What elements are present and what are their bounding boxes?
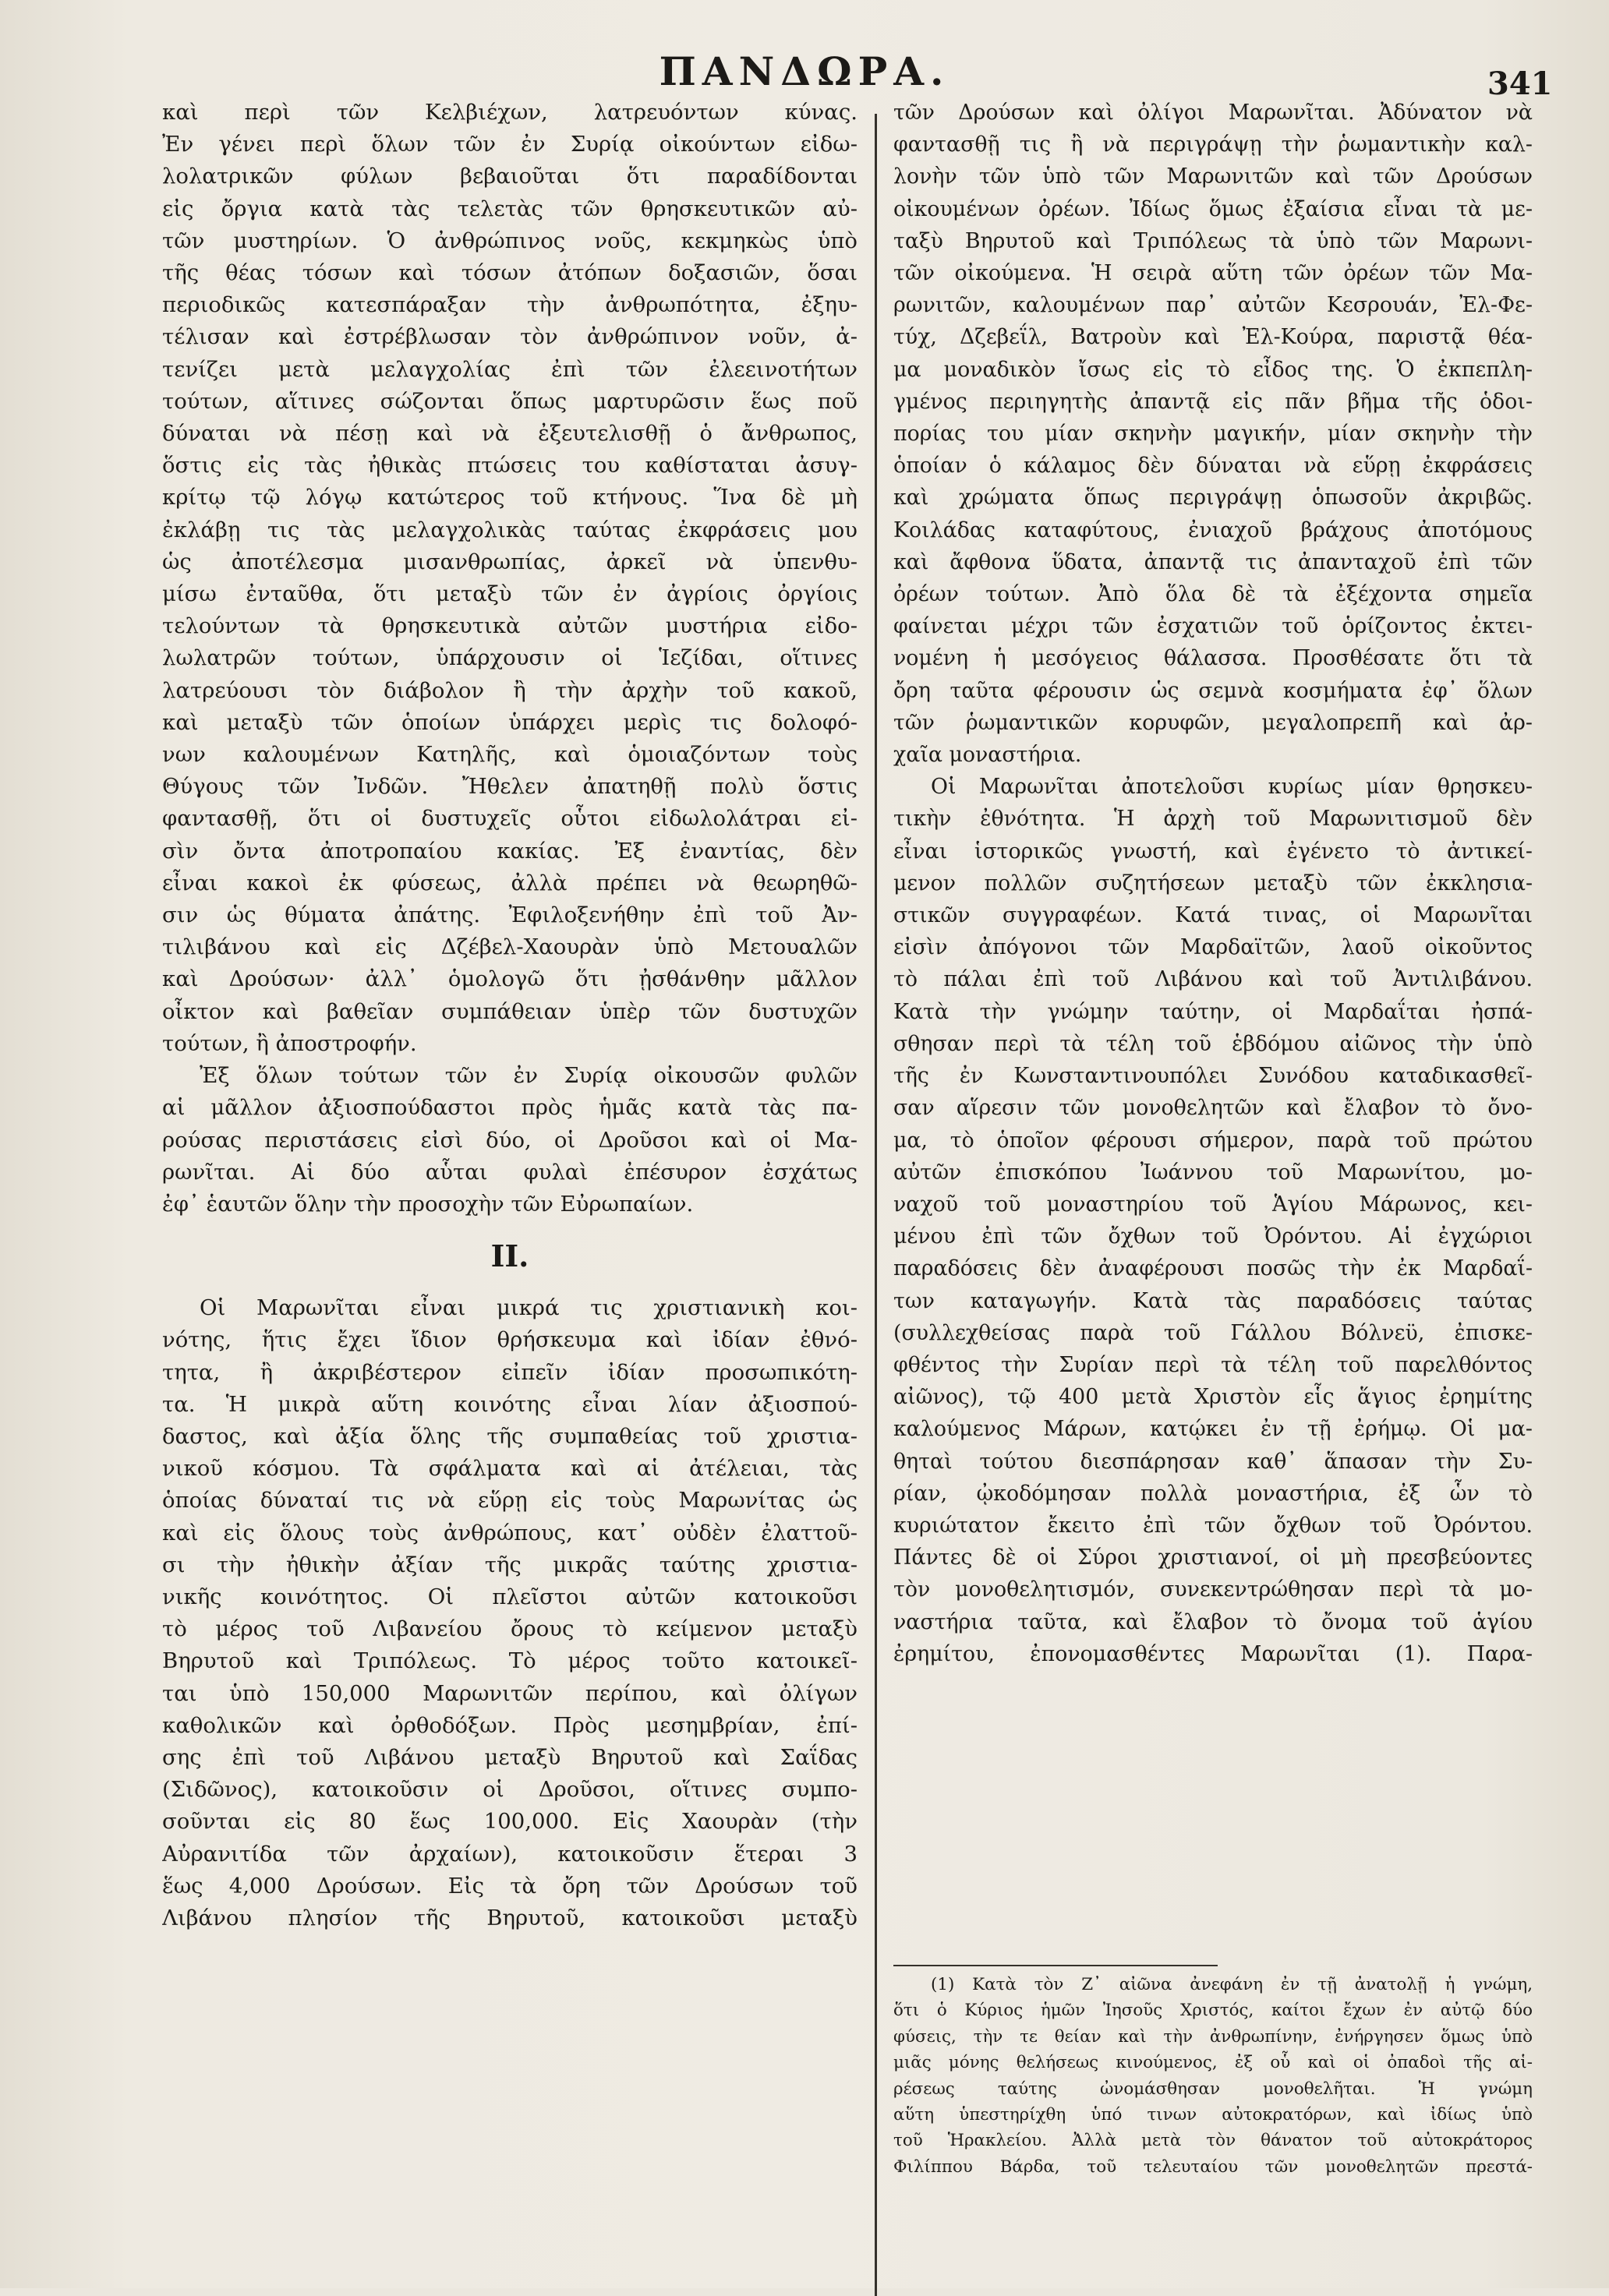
text-line: νικῆς κοινότητος. Οἱ πλεῖστοι αὐτῶν κατοικοῦσι xyxy=(162,1584,858,1609)
text-line: νομένη ἡ μεσόγειος θάλασσα. Προσθέσατε ὅτι τὰ xyxy=(893,646,1533,671)
text-line: ρίαν, ᾠκοδόμησαν πολλὰ μοναστήρια, ἐξ ὧν τὸ xyxy=(893,1481,1533,1506)
text-line: ἐκλάβῃ τις τὰς μελαγχολικὰς ταύτας ἐκφράσεις μου xyxy=(162,517,858,542)
text-line: φθέντος τὴν Συρίαν περὶ τὰ τέλη τοῦ παρελθόντος xyxy=(893,1352,1533,1377)
text-line: ὀρέων τούτων. Ἀπὸ ὅλα δὲ τὰ ἐξέχοντα σημεῖα xyxy=(893,582,1533,607)
text-line: Κατὰ τὴν γνώμην ταύτην, οἱ Μαρδαΐται ἠσπά- xyxy=(893,999,1533,1024)
text-line: μένου ἐπὶ τῶν ὄχθων τοῦ Ὀρόντου. Αἱ ἐγχώριοι xyxy=(893,1224,1533,1249)
text-line: καὶ περὶ τῶν Κελβιέχων, λατρευόντων κύνας. xyxy=(162,100,858,125)
text-line: καὶ μεταξὺ τῶν ὁποίων ὑπάρχει μερὶς τις δολοφό- xyxy=(162,709,858,735)
text-line: Οἱ Μαρωνῖται εἶναι μικρά τις χριστιανικὴ κοι- xyxy=(200,1295,858,1321)
text-line: χαῖα μοναστήρια. xyxy=(893,743,1082,768)
text-line: τὸ μέρος τοῦ Λιβανείου ὄρους τὸ κείμενον μεταξὺ xyxy=(162,1616,858,1642)
text-line: Θύγους τῶν Ἰνδῶν. Ἤθελεν ἀπατηθῇ πολὺ ὅστις xyxy=(162,774,858,800)
text-line: καθολικῶν καὶ ὀρθοδόξων. Πρὸς μεσημβρίαν, ἐπί- xyxy=(162,1712,858,1738)
text-line: καὶ Δρούσων· ἀλλ᾽ ὁμολογῶ ὅτι ᾐσθάνθην μᾶλλον xyxy=(162,966,858,992)
text-line: μιᾶς μόνης θελήσεως κινούμενος, ἐξ οὗ καὶ οἱ ὀπαδοὶ τῆς αἱ- xyxy=(893,2053,1533,2073)
text-line: λατρεύουσι τὸν διάβολον ἢ τὴν ἀρχὴν τοῦ κακοῦ, xyxy=(162,677,858,703)
text-line: γμένος περιηγητὴς ἀπαντᾷ εἰς πᾶν βῆμα τῆς ὁδοι- xyxy=(893,389,1533,414)
text-line: μα μοναδικὸν ἴσως εἰς τὸ εἶδος της. Ὁ ἐκπεπλη- xyxy=(893,357,1533,382)
left-paragraph-3 xyxy=(162,1292,858,1934)
page-number: 341 xyxy=(1487,65,1553,102)
text-line: Ἐν γένει περὶ ὅλων τῶν ἐν Συρίᾳ οἰκούντων εἰδω- xyxy=(162,132,858,157)
text-line: στικῶν συγγραφέων. Κατά τινας, οἱ Μαρωνῖται xyxy=(893,903,1533,928)
text-line: τῆς ἐν Κωνσταντινουπόλει Συνόδου καταδικασθεῖ- xyxy=(893,1064,1533,1089)
text-line: περιοδικῶς κατεσπάραξαν τὴν ἀνθρωπότητα, ἐξηυ- xyxy=(162,292,858,318)
text-line: τοῦ Ἡρακλείου. Ἀλλὰ μετὰ τὸν θάνατον τοῦ αὐτοκράτορος xyxy=(893,2131,1533,2151)
text-line: φαντασθῇ, ὅτι οἱ δυστυχεῖς οὗτοι εἰδωλολάτραι εἰ- xyxy=(162,806,858,832)
text-line: λωλατρῶν τούτων, ὑπάρχουσιν οἱ Ἱεζίδαι, οἵτινες xyxy=(162,645,858,671)
text-line: φύσεις, τὴν τε θείαν καὶ τὴν ἀνθρωπίνην, ἐνήργησεν ὅμως ὑπὸ xyxy=(893,2026,1533,2047)
text-line: αὐτῶν ἐπισκόπου Ἰωάννου τοῦ Μαρωνίτου, μο- xyxy=(893,1160,1533,1185)
text-line: ρωνιτῶν, καλουμένων παρ᾽ αὐτῶν Κεσρουάν, Ἐλ-Φε- xyxy=(893,293,1533,318)
text-line: σοῦνται εἰς 80 ἕως 100,000. Εἰς Χαουρὰν (τὴν xyxy=(162,1809,858,1835)
text-line: τητα, ἢ ἀκριβέστερον εἰπεῖν ἰδίαν προσωπικότη- xyxy=(162,1359,858,1385)
text-line: ταξὺ Βηρυτοῦ καὶ Τριπόλεως τὰ ὑπὸ τῶν Μαρωνι- xyxy=(893,228,1533,253)
text-line: Κοιλάδας καταφύτους, ἐνιαχοῦ βράχους ἀποτόμους xyxy=(893,517,1533,542)
text-line: νικοῦ κόσμου. Τὰ σφάλματα καὶ αἱ ἀτέλειαι, τὰς xyxy=(162,1456,858,1482)
text-line: τικὴν ἐθνότητα. Ἡ ἀρχὴ τοῦ Μαρωνιτισμοῦ δὲν xyxy=(893,807,1533,832)
right-column xyxy=(893,97,1533,1670)
left-paragraph-2 xyxy=(162,1060,858,1220)
text-line: ἐφ᾽ ἑαυτῶν ὅλην τὴν προσοχὴν τῶν Εὐρωπαίων. xyxy=(162,1191,694,1217)
text-line: τῶν μυστηρίων. Ὁ ἀνθρώπινος νοῦς, κεκμηκὼς ὑπὸ xyxy=(162,228,858,253)
text-line: τιλιβάνου καὶ εἰς Δζέβελ-Χαουρὰν ὑπὸ Μετουαλῶν xyxy=(162,934,858,960)
text-line: νότης, ἥτις ἔχει ἴδιον θρήσκευμα καὶ ἰδίαν ἐθνό- xyxy=(162,1327,858,1353)
text-line: τα. Ἡ μικρὰ αὕτη κοινότης εἶναι λίαν ἀξιοσπού- xyxy=(162,1391,858,1417)
text-line: μίσω ἐνταῦθα, ὅτι μεταξὺ τῶν ἐν ἀγρίοις ὀργίοις xyxy=(162,581,858,607)
section-heading: II. xyxy=(490,1238,529,1274)
text-line: ρούσας περιστάσεις εἰσὶ δύο, οἱ Δροῦσοι καὶ οἱ Μα- xyxy=(162,1127,858,1153)
text-line: καὶ ἄφθονα ὕδατα, ἀπαντᾷ τις ἀπανταχοῦ ἐπὶ τῶν xyxy=(893,549,1533,574)
text-line: μενον πολλῶν συζητήσεων μεταξὺ τῶν ἐκκλησια- xyxy=(893,871,1533,895)
text-line: φαντασθῇ τις ἢ νὰ περιγράψῃ τὴν ῥωμαντικὴν καλ- xyxy=(893,132,1533,157)
text-line: Βηρυτοῦ καὶ Τριπόλεως. Τὸ μέρος τοῦτο κατοικεῖ- xyxy=(162,1648,858,1674)
text-line: Πάντες δὲ οἱ Σύροι χριστιανοί, οἱ μὴ πρεσβεύοντες xyxy=(893,1545,1533,1570)
text-line: οἶκτον καὶ βαθεῖαν συμπάθειαν ὑπὲρ τῶν δυστυχῶν xyxy=(162,998,858,1024)
text-line: τέλισαν καὶ ἐστρέβλωσαν τὸν ἀνθρώπινον νοῦν, ἀ- xyxy=(162,324,858,350)
text-line: πορίας του μίαν σκηνὴν μαγικήν, μίαν σκηνὴν τὴν xyxy=(893,422,1533,447)
text-line: ρέσεως ταύτης ὠνομάσθησαν μονοθελῆται. Ἡ γνώμη xyxy=(893,2079,1533,2099)
text-line: αἰῶνος), τῷ 400 μετὰ Χριστὸν εἷς ἅγιος ἐρημίτης xyxy=(893,1385,1533,1410)
text-line: τελούντων τὰ θρησκευτικὰ αὐτῶν μυστήρια εἰδο- xyxy=(162,613,858,639)
text-line: εἰσὶν ἀπόγονοι τῶν Μαρδαϊτῶν, λαοῦ οἰκοῦντος xyxy=(893,935,1533,960)
text-line: (συλλεχθείσας παρὰ τοῦ Γάλλου Βόλνεϋ, ἐπισκε- xyxy=(893,1320,1533,1345)
text-line: Αὐρανιτίδα τῶν ἀρχαίων), κατοικοῦσιν ἕτεραι 3 xyxy=(162,1841,858,1867)
text-line: τῆς θέας τόσων καὶ τόσων ἀτόπων δοξασιῶν, ὅσαι xyxy=(162,260,858,286)
text-line: σαν αἵρεσιν τῶν μονοθελητῶν καὶ ἔλαβον τὸ ὄνο- xyxy=(893,1096,1533,1121)
text-line: κυριώτατον ἔκειτο ἐπὶ τῶν ὄχθων τοῦ Ὀρόντου. xyxy=(893,1513,1533,1538)
right-paragraph-2 xyxy=(893,771,1533,1670)
text-line: τῶν Δρούσων καὶ ὀλίγοι Μαρωνῖται. Ἀδύνατον νὰ xyxy=(893,101,1533,125)
text-line: ὁποίαν ὁ κάλαμος δὲν δύναται νὰ εὕρῃ ἐκφράσεις xyxy=(893,454,1533,479)
text-line: οἰκουμένων ὀρέων. Ἰδίως ὅμως ἐξαίσια εἶναι τὰ με- xyxy=(893,196,1533,221)
text-line: λονὴν τῶν ὑπὸ τῶν Μαρωνιτῶν καὶ τῶν Δρούσων xyxy=(893,164,1533,189)
text-line: Λιβάνου πλησίον τῆς Βηρυτοῦ, κατοικοῦσι μεταξὺ xyxy=(162,1905,858,1930)
text-line: ναχοῦ τοῦ μοναστηρίου τοῦ Ἁγίου Μάρωνος, κει- xyxy=(893,1192,1533,1217)
text-line: Οἱ Μαρωνῖται ἀποτελοῦσι κυρίως μίαν θρησκευ- xyxy=(931,775,1533,800)
running-title: ΠΑΝΔΩΡΑ. xyxy=(659,48,950,94)
text-line: ναστήρια ταῦτα, καὶ ἔλαβον τὸ ὄνομα τοῦ ἁγίου xyxy=(893,1609,1533,1634)
text-line: μα, τὸ ὁποῖον φέρουσι σήμερον, παρὰ τοῦ πρώτου xyxy=(893,1128,1533,1153)
text-line: ὁποίας δύναταί τις νὰ εὕρῃ εἰς τοὺς Μαρωνίτας ὡς xyxy=(162,1488,858,1514)
text-line: εἰς ὄργια κατὰ τὰς τελετὰς τῶν θρησκευτικῶν αὐ- xyxy=(162,196,858,221)
right-paragraph-1 xyxy=(893,97,1533,771)
text-line: των καταγωγήν. Κατὰ τὰς παραδόσεις ταύτας xyxy=(893,1288,1533,1313)
text-line: τῶν ῥωμαντικῶν κορυφῶν, μεγαλοπρεπῆ καὶ ἀρ- xyxy=(893,710,1533,735)
text-line: ὅστις εἰς τὰς ἠθικὰς πτώσεις του καθίσταται ἀσυγ- xyxy=(162,453,858,479)
text-line: Φιλίππου Βάρδα, τοῦ τελευταίου τῶν μονοθελητῶν πρεστά- xyxy=(893,2156,1533,2177)
text-line: παραδόσεις δὲν ἀναφέρουσι ποσῶς τὴν ἐκ Μαρδαΐ- xyxy=(893,1256,1533,1281)
text-line: τούτων, αἵτινες σώζονται ὅπως μαρτυρῶσιν ἕως ποῦ xyxy=(162,388,858,414)
text-line: ὅτι ὁ Κύριος ἡμῶν Ἰησοῦς Χριστός, καίτοι ἔχων ἐν αὐτῷ δύο xyxy=(893,2001,1533,2021)
text-line: νων καλουμένων Κατηλῆς, καὶ ὁμοιαζόντων τοὺς xyxy=(162,742,858,768)
text-line: εἶναι κακοὶ ἐκ φύσεως, ἀλλὰ πρέπει νὰ θεωρηθῶ- xyxy=(162,870,858,895)
text-line: τὸ πάλαι ἐπὶ τοῦ Λιβάνου καὶ τοῦ Ἀντιλιβάνου. xyxy=(893,967,1533,992)
text-line: (1) Κατὰ τὸν Ζ᾽ αἰῶνα ἀνεφάνη ἐν τῇ ἀνατολῇ ἡ γνώμη, xyxy=(931,1975,1533,1994)
text-line: ὡς ἀποτέλεσμα μισανθρωπίας, ἀρκεῖ νὰ ὑπενθυ- xyxy=(162,549,858,574)
text-line: τῶν οἰκούμενα. Ἡ σειρὰ αὕτη τῶν ὀρέων τῶν Μα- xyxy=(893,261,1533,286)
text-line: κρίτῳ τῷ λόγῳ κατώτερος τοῦ κτήνους. Ἵνα δὲ μὴ xyxy=(162,485,858,510)
text-line: φαίνεται μέχρι τῶν ἐσχατιῶν τοῦ ὁρίζοντος ἐκτει- xyxy=(893,614,1533,639)
text-line: Ἐξ ὅλων τούτων τῶν ἐν Συρίᾳ οἰκουσῶν φυλῶν xyxy=(200,1063,858,1089)
text-line: καλούμενος Μάρων, κατῴκει ἐν τῇ ἐρήμῳ. Οἱ μα- xyxy=(893,1417,1533,1442)
text-line: τύχ, Δζεβεΐλ, Βατροὺν καὶ Ἐλ-Κούρα, παριστᾷ θέα- xyxy=(893,325,1533,350)
text-line: τενίζει μετὰ μελαγχολίας ἐπὶ τῶν ἐλεεινοτήτων xyxy=(162,356,858,382)
text-line: δαστος, καὶ ἀξία ὅλης τῆς συμπαθείας τοῦ χριστια- xyxy=(162,1423,858,1449)
text-line: καὶ χρώματα ὅπως περιγράψῃ ὁπωσοῦν ἀκριβῶς. xyxy=(893,486,1533,510)
footnote-rule xyxy=(893,1965,1218,1966)
text-line: αἱ μᾶλλον ἀξιοσπούδαστοι πρὸς ἡμᾶς κατὰ τὰς πα- xyxy=(162,1095,858,1121)
text-line: τούτων, ἢ ἀποστροφήν. xyxy=(162,1030,417,1056)
text-line: σὶν ὄντα ἀποτροπαίου κακίας. Ἐξ ἐναντίας, δὲν xyxy=(162,838,858,864)
footnote xyxy=(893,1972,1533,2180)
text-line: θηταὶ τούτου διεσπάρησαν καθ᾽ ἅπασαν τὴν Συ- xyxy=(893,1449,1533,1474)
left-paragraph-1 xyxy=(162,97,858,1060)
text-line: (Σιδῶνος), κατοικοῦσιν οἱ Δροῦσοι, οἵτινες συμπο- xyxy=(162,1777,858,1803)
text-line: τὸν μονοθελητισμόν, συνεκεντρώθησαν περὶ τὰ μο- xyxy=(893,1577,1533,1602)
text-line: ται ὑπὸ 150,000 Μαρωνιτῶν περίπου, καὶ ὀλίγων xyxy=(162,1680,858,1706)
text-line: εἶναι ἱστορικῶς γνωστή, καὶ ἐγένετο τὸ ἀντικεί- xyxy=(893,839,1533,864)
text-line: καὶ εἰς ὅλους τοὺς ἀνθρώπους, κατ᾽ οὐδὲν ἐλαττοῦ- xyxy=(162,1520,858,1545)
left-column xyxy=(162,97,858,1934)
text-line: ἕως 4,000 Δρούσων. Εἰς τὰ ὄρη τῶν Δρούσων τοῦ xyxy=(162,1873,858,1899)
text-line: λολατρικῶν φύλων βεβαιοῦται ὅτι παραδίδονται xyxy=(162,164,858,189)
text-line: ἐρημίτου, ἐπονομασθέντες Μαρωνῖται (1). Παρα- xyxy=(893,1641,1533,1666)
text-line: σιν ὡς θύματα ἀπάτης. Ἐφιλοξενήθην ἐπὶ τοῦ Ἀν- xyxy=(162,903,858,928)
text-line: ὄρη ταῦτα φέρουσιν ὡς σεμνὰ κοσμήματα ἐφ᾽ ὅλων xyxy=(893,678,1533,703)
text-line: αὕτη ὑπεστηρίχθη ὑπό τινων αὐτοκρατόρων, καὶ ἰδίως ὑπὸ xyxy=(893,2105,1533,2125)
text-line: ρωνῖται. Αἱ δύο αὗται φυλαὶ ἐπέσυρον ἐσχάτως xyxy=(162,1159,858,1185)
text-line: δύναται νὰ πέσῃ καὶ νὰ ἐξευτελισθῇ ὁ ἄνθρωπος, xyxy=(162,421,858,447)
text-line: σθησαν περὶ τὰ τέλη τοῦ ἑβδόμου αἰῶνος τὴν ὑπὸ xyxy=(893,1031,1533,1056)
text-line: σης ἐπὶ τοῦ Λιβάνου μεταξὺ Βηρυτοῦ καὶ Σαΐδας xyxy=(162,1744,858,1770)
column-divider xyxy=(875,114,877,2296)
text-line: σι τὴν ἠθικὴν ἀξίαν τῆς μικρᾶς ταύτης χριστια- xyxy=(162,1552,858,1577)
